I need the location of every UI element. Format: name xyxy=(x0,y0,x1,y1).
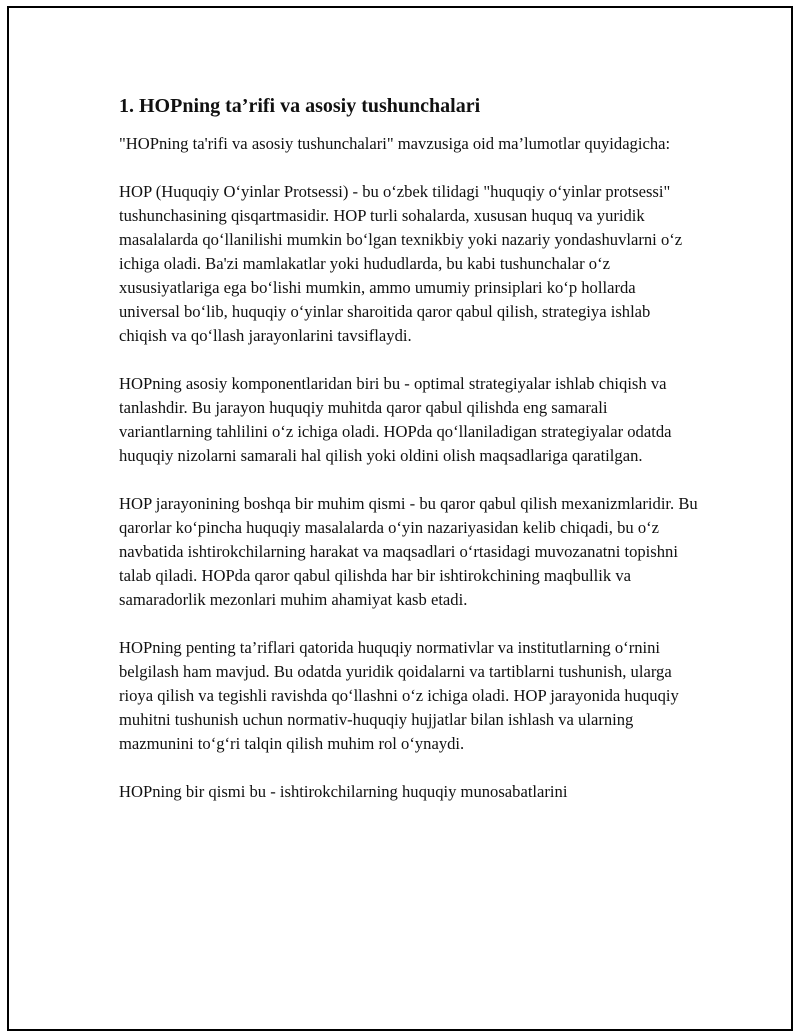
strategy-paragraph: HOPning asosiy komponentlaridan biri bu - optimal strategiyalar ishlab chiqish va tanlashdir. Bu jarayon huquqiy muhitda qaror qabul qilishda eng samarali variantlarning tahlilini o‘z ichiga oladi. HOPda qo‘llaniladigan strategiyalar odatda huquqiy nizolarni samarali hal qilish yoki oldini olish maqsadlariga qaratilgan. xyxy=(119,374,672,465)
decision-paragraph: HOP jarayonining boshqa bir muhim qismi - bu qaror qabul qilish mexanizmlaridir. Bu qarorlar ko‘pincha huquqiy masalalarda o‘yin nazariyasidan kelib chiqadi, bu o‘z navbatida ishtirokchilarning harakat va maqsadlari o‘rtasidagi muvozanatni topishni talab qiladi. HOPda qaror qabul qilishda har bir ishtirokchining maqbullik va samaradorlik mezonlari muhim ahamiyat kasb etadi. xyxy=(119,494,698,609)
document-body xyxy=(119,92,699,828)
normative-paragraph: HOPning penting ta’riflari qatorida huquqiy normativlar va institutlarning o‘rnini belgilash ham mavjud. Bu odatda yuridik qoidalarni va tartiblarni tushunish, ularga rioya qilish va tegishli ravishda qo‘llashni o‘z ichiga oladi. HOP jarayonida huquqiy muhitni tushunish uchun normativ-huquqiy hujjatlar bilan ishlash va ularning mazmunini to‘g‘ri talqin qilish muhim rol o‘ynaydi. xyxy=(119,638,679,753)
relations-paragraph: HOPning bir qismi bu - ishtirokchilarning huquqiy munosabatlarini xyxy=(119,782,568,801)
section-heading: 1. HOPning ta’rifi va asosiy tushunchalari xyxy=(119,95,481,117)
definition-paragraph: HOP (Huquqiy O‘yinlar Protsessi) - bu o‘zbek tilidagi "huquqiy o‘yinlar protsessi" tushunchasining qisqartmasidir. HOP turli sohalarda, xususan huquq va yuridik masalalarda qo‘llanilishi mumkin bo‘lgan texnikbiy yoki nazariy yondashuvlarni o‘z ichiga oladi. Ba'zi mamlakatlar yoki hududlarda, bu kabi tushunchalar o‘z xususiyatlariga ega bo‘lishi mumkin, ammo umumiy prinsiplari ko‘p hollarda universal bo‘lib, huquqiy o‘yinlar sharoitida qaror qabul qilish, strategiya ishlab chiqish va qo‘llash jarayonlarini tavsiflaydi. xyxy=(119,182,683,345)
document-page xyxy=(7,6,793,1031)
intro-paragraph: "HOPning ta'rifi va asosiy tushunchalari" mavzusiga oid ma’lumotlar quyidagicha: xyxy=(119,134,671,153)
